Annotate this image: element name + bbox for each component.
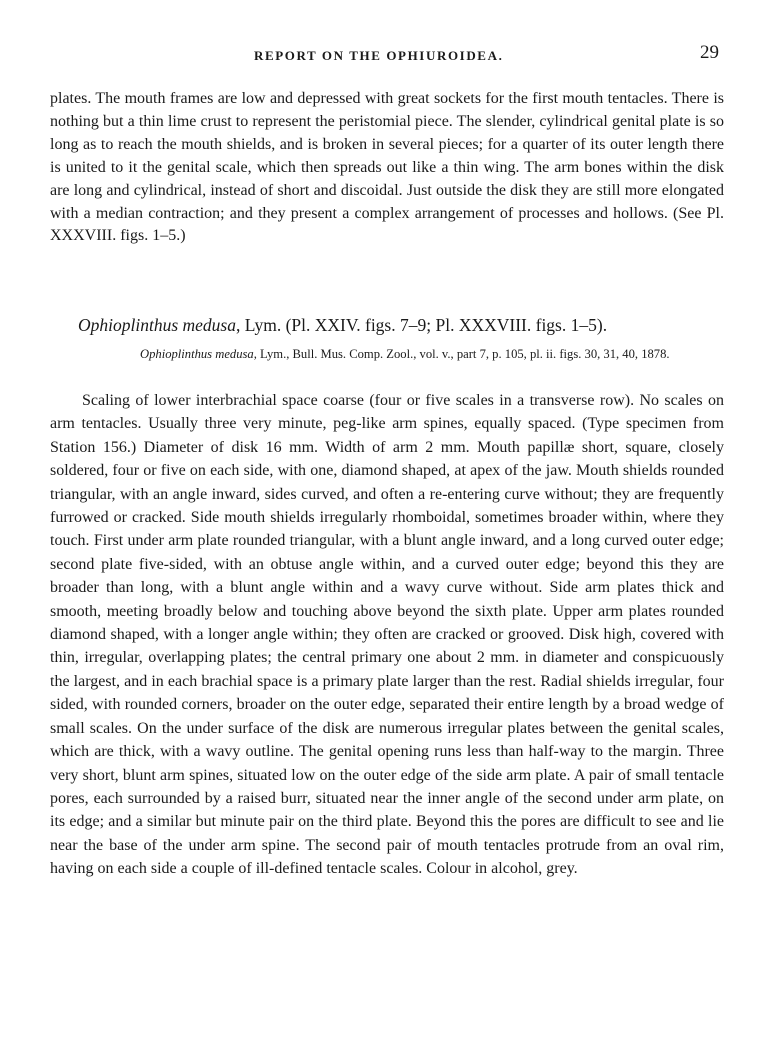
citation-reference: , Lym., Bull. Mus. Comp. Zool., vol. v., part 7, p. 105, pl. ii. figs. 30, 31, 40, 1878. [253,347,670,361]
running-head: REPORT ON THE OPHIUROIDEA. [254,48,504,63]
synonymy-citation [140,344,726,364]
page-number: 29 [700,42,719,63]
species-description: Scaling of lower interbrachial space coarse (four or five scales in a transverse row). No scales on arm tentacles. Usually three very minute, peg-like arm spines, equally spaced. (Type specimen from Station 156.) Diameter of disk 16 mm. Width of arm 2 mm. Mouth papillæ short, square, closely soldered, four or five on each side, with one, diamond shaped, at apex of the jaw. Mouth shields rounded triangular, with an angle inward, sides curved, and often a re-entering curve without; they are frequently furrowed or cracked. Side mouth shields irregularly rhomboidal, sometimes broader within, where they touch. First under arm plate rounded triangular, with a blunt angle inward, and a long curved outer edge; second plate five-sided, with an obtuse angle within, and a curved outer edge; beyond this they are broader than long, with a blunt angle within and a wavy curve without. Side arm plates thick and smooth, meeting broadly below and touching above beyond the sixth plate. Upper arm plates rounded diamond shaped, with a longer angle within; they often are cracked or grooved. Disk high, covered with thin, irregular, overlapping plates; the central primary one about 2 mm. in diameter and conspicuously the largest, and in each brachial space is a primary plate larger than the rest. Radial shields irregular, four sided, with rounded corners, broader on the outer edge, separated their entire length by a broad wedge of small scales. On the under surface of the disk are numerous irregular plates between the genital scales, which are thick, with a wavy outline. The genital opening runs less than half-way to the margin. Three very short, blunt arm spines, situated low on the outer edge of the side arm plate. A pair of small tentacle pores, each surrounded by a raised burr, situated near the inner angle of the second under arm plate, on its edge; and a similar but minute pair on the third plate. Beyond this the pores are difficult to see and lie near the base of the under arm spine. The second pair of mouth tentacles protrude from an oval rim, having on each side a couple of ill-defined tentacle scales. Colour in alcohol, grey. [50,392,724,878]
paragraph-continuation: plates. The mouth frames are low and depressed with great sockets for the first mouth tentacles. There is nothing but a thin lime crust to represent the peristomial piece. The slender, cylindrical genital plate is so long as to reach the mouth shields, and is broken in several pieces; for a quarter of its outer length there is united to it the genital scale, which then spreads out like a thin wing. The arm bones within the disk are long and cylindrical, instead of short and discoidal. Just outside the disk they are still more elongated with a median contraction; and they present a complex arrangement of processes and hollows. (See Pl. XXXVIII. figs. 1–5.) [50,90,724,245]
species-authority: , Lym. (Pl. XXIV. figs. 7–9; Pl. XXXVIII. figs. 1–5). [236,315,608,335]
species-name: Ophioplinthus medusa [78,315,236,335]
species-heading [78,315,607,336]
citation-species-name: Ophioplinthus medusa [140,347,254,361]
